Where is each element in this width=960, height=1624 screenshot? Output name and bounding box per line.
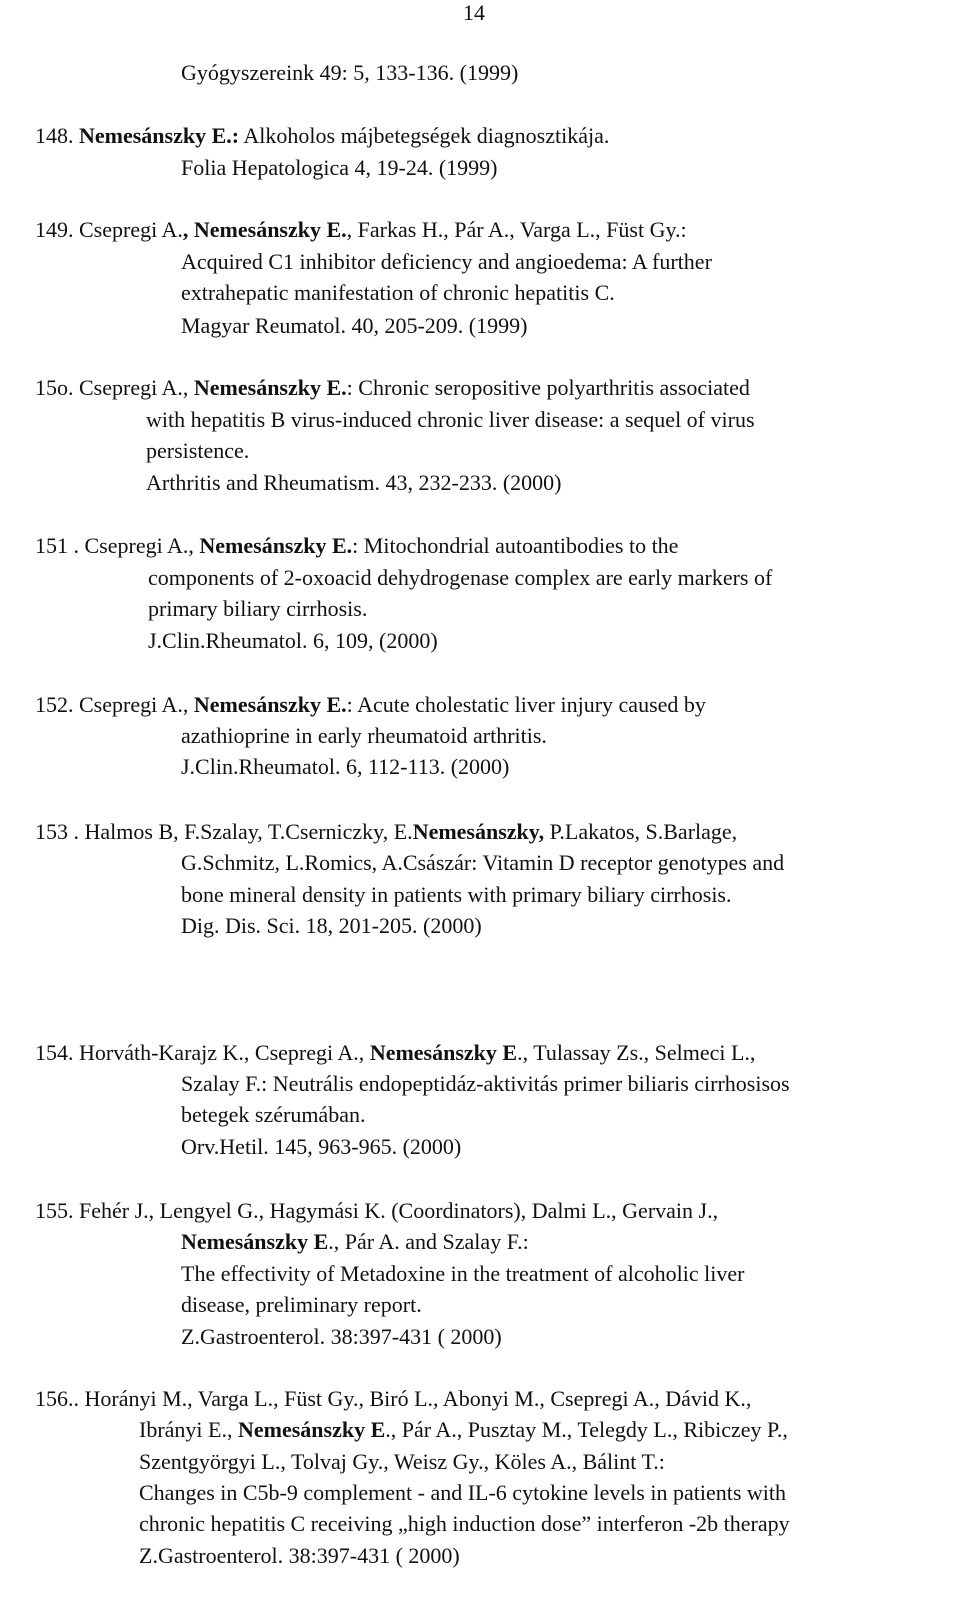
reference-line (35, 1196, 718, 1226)
reference-line (139, 1447, 665, 1477)
reference-line (35, 531, 678, 561)
reference-line (35, 1384, 751, 1414)
reference-text: Z.Gastroenterol. 38:397-431 ( 2000) (139, 1543, 460, 1568)
reference-text: 15o. Csepregi A., (35, 375, 194, 400)
reference-text: Z.Gastroenterol. 38:397-431 ( 2000) (181, 1324, 502, 1349)
reference-line (181, 58, 518, 88)
reference-text: components of 2-oxoacid dehydrogenase complex are early markers of (148, 565, 773, 590)
reference-line (35, 817, 737, 847)
reference-line (181, 153, 498, 183)
reference-text: Arthritis and Rheumatism. 43, 232-233. (2000) (146, 470, 562, 495)
reference-text: Gyógyszereink 49: 5, 133-136. (1999) (181, 60, 519, 85)
reference-text: 155. Fehér J., Lengyel G., Hagymási K. (Coordinators), Dalmi L., Gervain J., (35, 1198, 719, 1223)
reference-line (148, 626, 438, 656)
reference-text: 156.. Horányi M., Varga L., Füst Gy., Biró L., Abonyi M., Csepregi A., Dávid K., (35, 1386, 752, 1411)
reference-line (139, 1509, 790, 1539)
reference-line (181, 1227, 529, 1257)
reference-text: The effectivity of Metadoxine in the treatment of alcoholic liver (181, 1261, 745, 1286)
reference-text: betegek szérumában. (181, 1102, 366, 1127)
reference-line (139, 1541, 460, 1571)
reference-text: ., Pár A. and Szalay F.: (328, 1229, 529, 1254)
reference-text: ., Tulassay Zs., Selmeci L., (517, 1040, 756, 1065)
reference-line (181, 1290, 422, 1320)
reference-text: Orv.Hetil. 145, 963-965. (2000) (181, 1134, 462, 1159)
reference-line (181, 848, 784, 878)
reference-text: disease, preliminary report. (181, 1292, 422, 1317)
reference-line (181, 1069, 790, 1099)
reference-text: : Acute cholestatic liver injury caused by (346, 692, 706, 717)
reference-line (139, 1415, 788, 1445)
reference-text: Alkoholos májbetegségek diagnosztikája. (239, 123, 610, 148)
author-highlight: Nemesánszky E.: (79, 123, 240, 148)
reference-text: 154. Horváth-Karajz K., Csepregi A., (35, 1040, 370, 1065)
reference-text: with hepatitis B virus-induced chronic liver disease: a sequel of virus (146, 407, 755, 432)
reference-text: : Mitochondrial autoantibodies to the (352, 533, 679, 558)
reference-line (146, 405, 755, 435)
reference-line (181, 278, 615, 308)
reference-text: Szentgyörgyi L., Tolvaj Gy., Weisz Gy., Köles A., Bálint T.: (139, 1449, 665, 1474)
reference-text: Changes in C5b-9 complement - and IL-6 cytokine levels in patients with (139, 1480, 787, 1505)
reference-line (35, 373, 750, 403)
reference-line (146, 468, 562, 498)
reference-text: azathioprine in early rheumatoid arthritis. (181, 723, 547, 748)
author-highlight: Nemesánszky E (181, 1229, 329, 1254)
reference-text: P.Lakatos, S.Barlage, (544, 819, 738, 844)
reference-line (35, 215, 687, 245)
reference-text: 151 . Csepregi A., (35, 533, 200, 558)
reference-text: chronic hepatitis C receiving „high induction dose” interferon -2b therapy (139, 1511, 790, 1536)
reference-text: 148. (35, 123, 79, 148)
reference-line (146, 436, 249, 466)
reference-text: Folia Hepatologica 4, 19-24. (1999) (181, 155, 498, 180)
reference-text: Dig. Dis. Sci. 18, 201-205. (2000) (181, 913, 482, 938)
reference-text: , Farkas H., Pár A., Varga L., Füst Gy.: (346, 217, 687, 242)
reference-text: ., Pár A., Pusztay M., Telegdy L., Ribiczey P., (385, 1417, 788, 1442)
reference-line (148, 563, 772, 593)
author-highlight: Nemesánszky E. (193, 375, 347, 400)
reference-text: bone mineral density in patients with primary biliary cirrhosis. (181, 882, 732, 907)
reference-text: primary biliary cirrhosis. (148, 596, 368, 621)
author-highlight: , Nemesánszky E. (182, 217, 347, 242)
reference-text: Ibrányi E., (139, 1417, 238, 1442)
reference-text: persistence. (146, 438, 250, 463)
reference-text: Acquired C1 inhibitor deficiency and angioedema: A further (181, 249, 712, 274)
reference-line (35, 1038, 755, 1068)
reference-line (35, 121, 609, 151)
reference-line (35, 690, 706, 720)
author-highlight: Nemesánszky E (237, 1417, 386, 1442)
reference-text: extrahepatic manifestation of chronic hepatitis C. (181, 280, 615, 305)
reference-text: : Chronic seropositive polyarthritis associated (346, 375, 750, 400)
reference-line (181, 911, 482, 941)
author-highlight: Nemesánszky E. (199, 533, 353, 558)
reference-line (181, 880, 732, 910)
reference-line (181, 721, 547, 751)
author-highlight: Nemesánszky E (369, 1040, 518, 1065)
reference-text: 153 . Halmos B, F.Szalay, T.Cserniczky, E. (35, 819, 413, 844)
reference-line (181, 311, 527, 341)
page-number: 14 (463, 0, 485, 25)
reference-line (139, 1478, 786, 1508)
reference-text: Magyar Reumatol. 40, 205-209. (1999) (181, 313, 528, 338)
reference-line (181, 1132, 461, 1162)
reference-text: Szalay F.: Neutrális endopeptidáz-aktivitás primer biliaris cirrhosisos (181, 1071, 790, 1096)
author-highlight: Nemesánszky E. (193, 692, 347, 717)
author-highlight: Nemesánszky, (412, 819, 545, 844)
reference-line (181, 1259, 744, 1289)
reference-line (148, 594, 367, 624)
reference-line (181, 1100, 365, 1130)
reference-text: 152. Csepregi A., (35, 692, 194, 717)
reference-line (181, 1322, 502, 1352)
reference-line (181, 247, 712, 277)
reference-text: G.Schmitz, L.Romics, A.Császár: Vitamin D receptor genotypes and (181, 850, 785, 875)
reference-line (181, 752, 509, 782)
reference-text: 149. Csepregi A. (35, 217, 183, 242)
reference-text: J.Clin.Rheumatol. 6, 109, (2000) (148, 628, 438, 653)
reference-text: J.Clin.Rheumatol. 6, 112-113. (2000) (181, 754, 510, 779)
